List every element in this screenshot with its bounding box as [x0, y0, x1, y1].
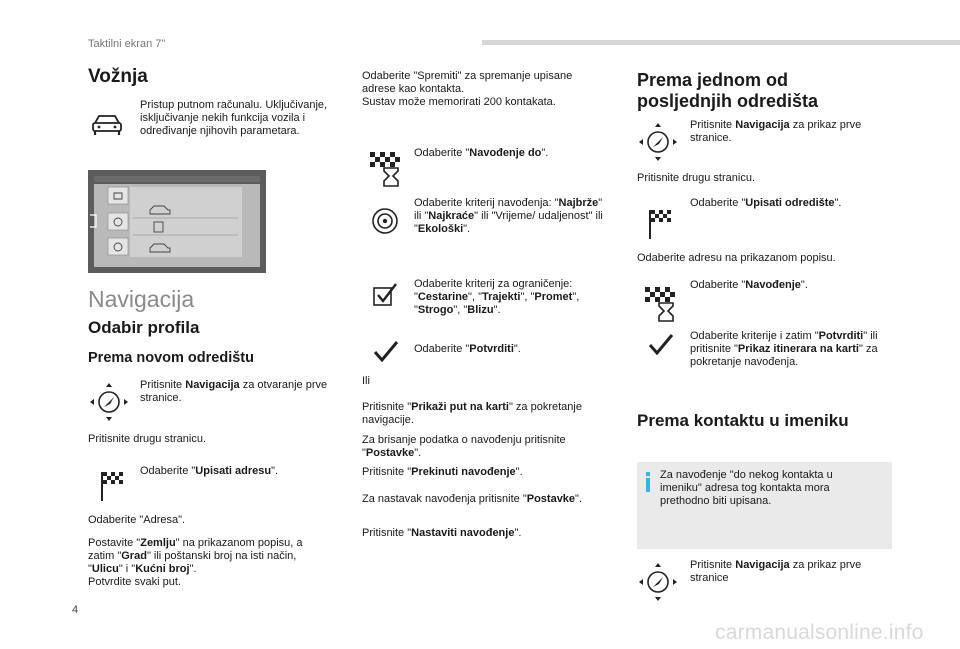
- ili-text: Ili: [362, 375, 370, 387]
- right-nav2-step: Pritisnite Navigacija za prikaz prve stranice: [690, 559, 862, 584]
- checkered-flag-icon: [368, 150, 402, 188]
- navigation-icon: [88, 380, 130, 424]
- ogranicenje-step: Odaberite kriterij za ograničenje: "Cestarine", "Trajekti", "Promet", "Strogo", "Blizu".: [414, 278, 580, 316]
- navigation-icon-2: [637, 120, 679, 164]
- druga-stranica-right: Pritisnite drugu stranicu.: [637, 172, 755, 184]
- upisati-adresu-step: Odaberite "Upisati adresu".: [140, 465, 279, 477]
- flag-icon: [100, 470, 126, 502]
- checkmark-icon: [373, 340, 399, 362]
- navodenje-step: Odaberite "Navođenje".: [690, 279, 808, 291]
- checkered-flag-icon-2: [643, 285, 677, 323]
- spremiti-text: Odaberite "Spremiti" za spremanje upisane adrese kao kontakta. Sustav može memorirati 200 kontakata.: [362, 70, 573, 108]
- kriterij-step: Odaberite kriterij navođenja: "Najbrže" ili "Najkraće" ili "Vrijeme/ udaljenost" ili "Ekološki".: [414, 197, 603, 235]
- adresa-step: Odaberite "Adresa".: [88, 514, 186, 526]
- potvrditi-step: Odaberite "Potvrditi".: [414, 343, 521, 355]
- brisanje-step: Za brisanje podatka o navođenju pritisnite "Postavke".: [362, 434, 566, 459]
- checkbox-icon: [372, 282, 400, 308]
- kontakt-title: Prema kontaktu u imeniku: [637, 411, 849, 430]
- navodenje-do-step: Odaberite "Navođenje do".: [414, 147, 549, 159]
- druga-stranica-left: Pritisnite drugu stranicu.: [88, 433, 206, 445]
- odabir-profila-title: Odabir profila: [88, 318, 200, 337]
- adresu-popis: Odaberite adresu na prikazanom popisu.: [637, 252, 836, 264]
- vozhnja-text: Pristup putnom računalu. Uključivanje, isključivanje nekih funkcija vozila i određivanje njihovih parametara.: [140, 99, 328, 137]
- navigacija-title: Navigacija: [88, 286, 195, 312]
- prikazi-step: Pritisnite "Prikaži put na karti" za pokretanje navigacije.: [362, 401, 582, 426]
- header-title: Taktilni ekran 7": [88, 38, 166, 50]
- kriterije-step: Odaberite kriterije i zatim "Potvrditi" ili pritisnite "Prikaz itinerara na karti" za pokretanje navođenja.: [690, 330, 878, 368]
- screen-illustration: [88, 170, 266, 273]
- prekinuti-step: Pritisnite "Prekinuti navođenje".: [362, 466, 523, 478]
- prema-novom-title: Prema novom odredištu: [88, 350, 254, 366]
- info-box: [637, 462, 892, 549]
- info-text: Za navođenje "do nekog kontakta u imeniku" adresa tog kontakta mora prethodno biti upisana.: [660, 469, 833, 507]
- flag-icon-2: [648, 208, 674, 240]
- right-nav-step: Pritisnite Navigacija za prikaz prve stranice.: [690, 119, 862, 144]
- header-bar: [482, 40, 960, 45]
- page-number: 4: [72, 604, 79, 616]
- navigation-icon-3: [637, 560, 679, 604]
- target-icon: [370, 206, 400, 236]
- checkmark-icon-2: [648, 333, 674, 355]
- jednom-title: Prema jednom od posljednjih odredišta: [637, 70, 819, 111]
- nastavak-step: Za nastavak navođenja pritisnite "Postavke".: [362, 493, 583, 505]
- postavite-step: Postavite "Zemlju" na prikazanom popisu, a zatim "Grad" ili poštanski broj na isti način, "Ulicu" i "Kućni broj".: [88, 537, 303, 575]
- watermark: carmanualsonline.info: [715, 621, 924, 644]
- car-icon: [90, 112, 124, 136]
- info-icon: [646, 472, 650, 492]
- nastaviti-step: Pritisnite "Nastaviti navođenje".: [362, 527, 522, 539]
- potvrdite-step: Potvrdite svaki put.: [88, 576, 181, 588]
- upisati-odrediste-step: Odaberite "Upisati odredište".: [690, 197, 842, 209]
- novom-step1: Pritisnite Navigacija za otvaranje prve stranice.: [140, 379, 328, 404]
- vozhnja-title: Vožnja: [88, 66, 148, 87]
